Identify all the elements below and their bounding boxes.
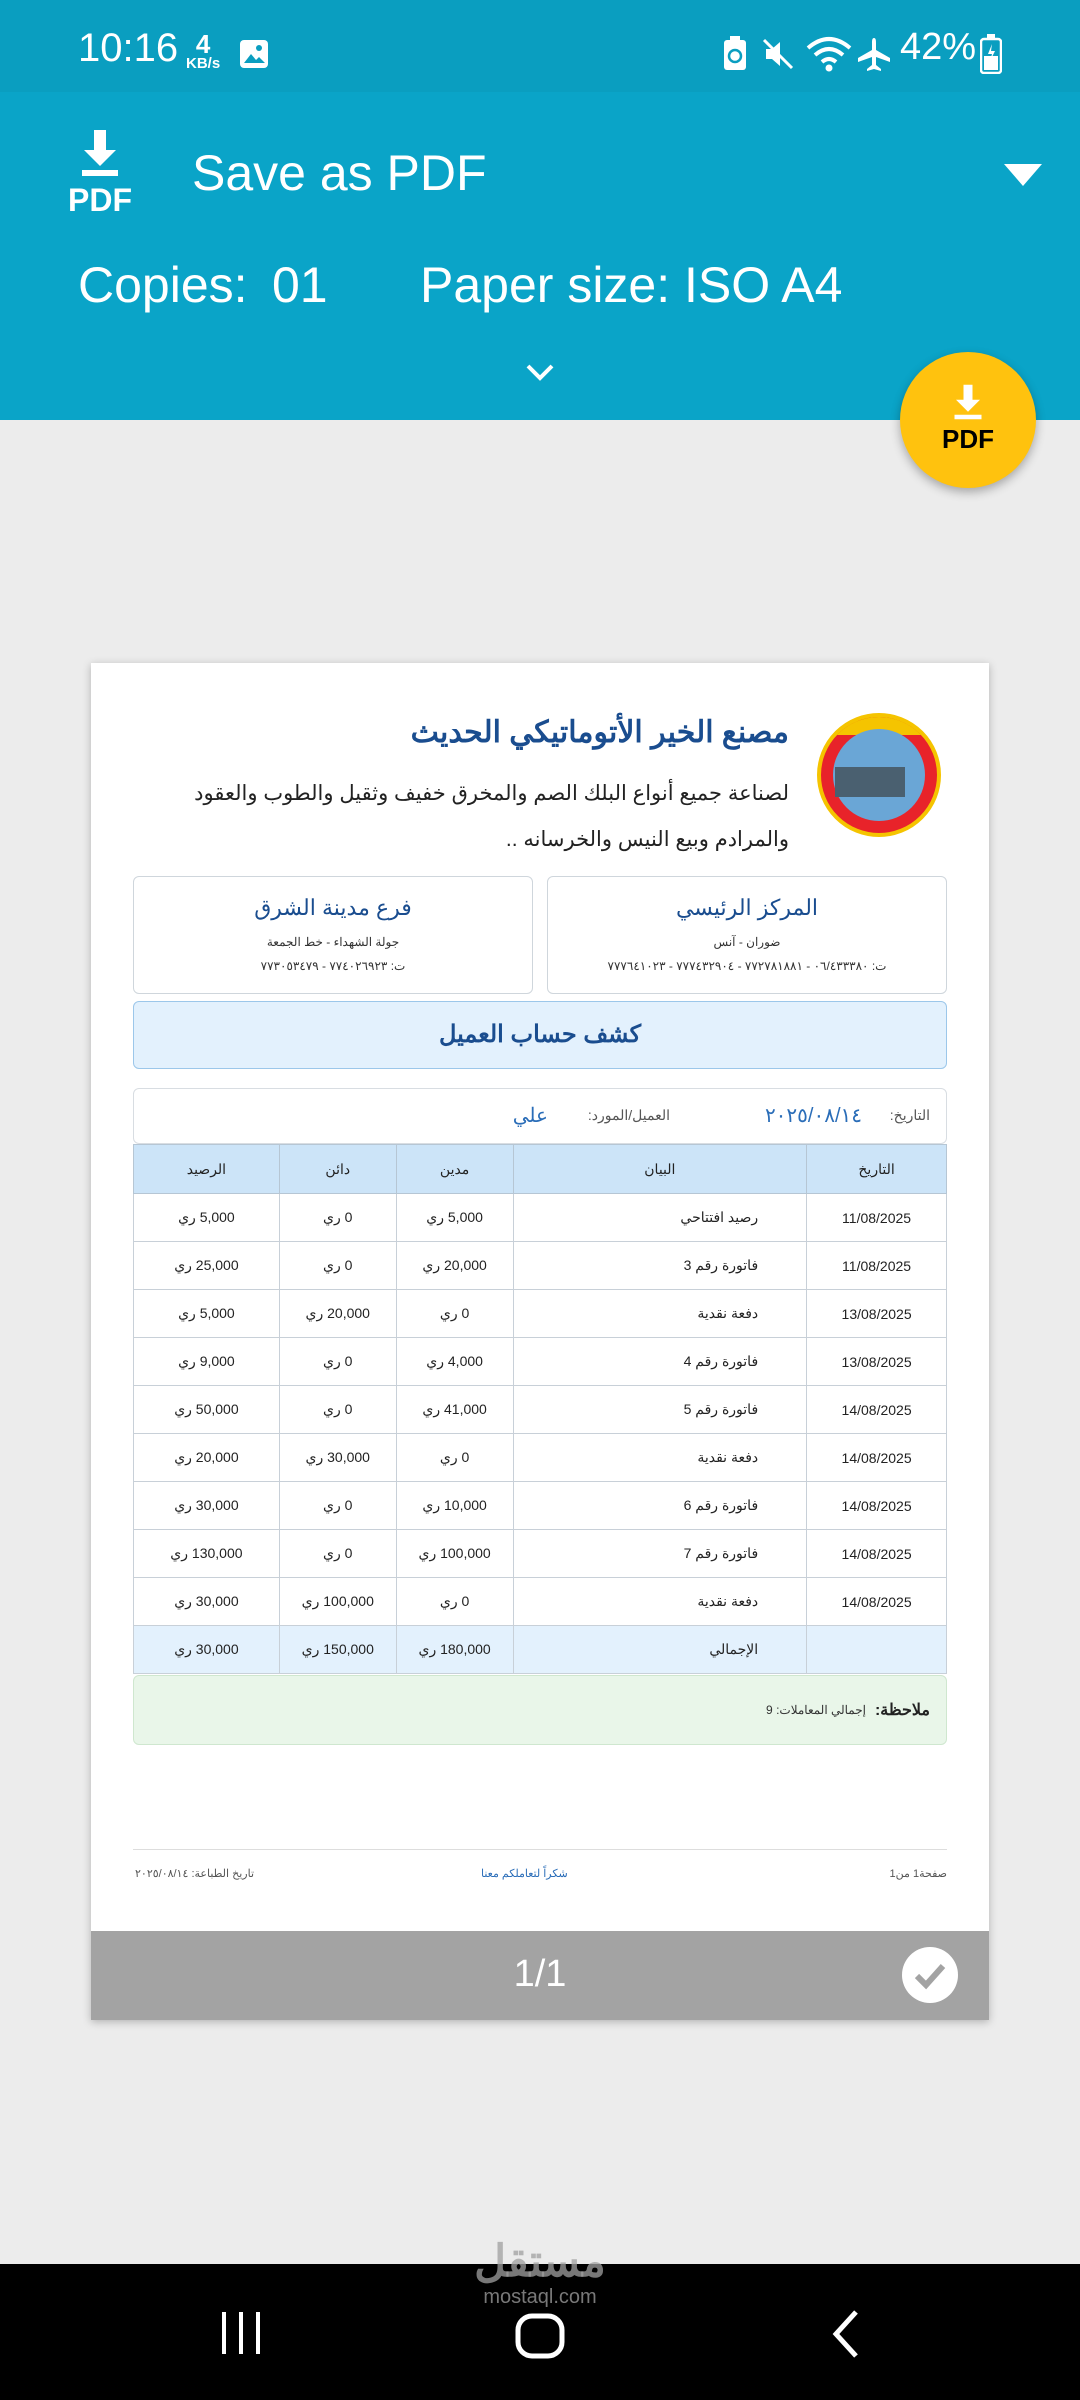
cell-desc: دفعة نقدية <box>513 1290 807 1338</box>
statement-title: كشف حساب العميل <box>133 1001 947 1069</box>
back-icon[interactable] <box>826 2308 866 2360</box>
footer-thanks: شكراً لتعاملكم معنا <box>481 1868 568 1880</box>
cell-desc: فاتورة رقم 3 <box>513 1242 807 1290</box>
customer-value: علي <box>512 1105 548 1127</box>
cell-balance: 30,000 ري <box>134 1578 280 1626</box>
cell-credit: 0 ري <box>279 1482 396 1530</box>
navigation-bar <box>0 2237 1080 2400</box>
cell-balance: 5,000 ري <box>134 1290 280 1338</box>
cell-debit: 5,000 ري <box>396 1194 513 1242</box>
cell-credit: 20,000 ري <box>279 1290 396 1338</box>
table-row <box>134 1386 947 1434</box>
cell-debit: 41,000 ري <box>396 1386 513 1434</box>
airplane-icon <box>856 36 892 72</box>
total-credit: 150,000 ري <box>279 1626 396 1674</box>
table-row <box>134 1338 947 1386</box>
page-selected-checkbox[interactable] <box>902 1947 958 2003</box>
ledger-table <box>133 1144 947 1674</box>
table-row <box>134 1482 947 1530</box>
home-icon[interactable] <box>514 2312 566 2360</box>
cell-date: 13/08/2025 <box>807 1338 947 1386</box>
battery-icon <box>980 34 1002 74</box>
date-label: التاريخ: <box>889 1107 930 1123</box>
cell-debit: 10,000 ري <box>396 1482 513 1530</box>
cell-credit: 0 ري <box>279 1194 396 1242</box>
page-bar <box>91 1931 989 2020</box>
table-row <box>134 1530 947 1578</box>
cell-credit: 0 ري <box>279 1242 396 1290</box>
company-logo <box>817 713 941 837</box>
paper-size-label: Paper size: <box>420 257 671 313</box>
fab-label: PDF <box>942 424 994 454</box>
cell-date: 14/08/2025 <box>807 1578 947 1626</box>
east-branch-box <box>133 876 533 994</box>
network-speed-unit: KB/s <box>186 55 221 72</box>
cell-balance: 25,000 ري <box>134 1242 280 1290</box>
pdf-icon-label: PDF <box>68 182 132 218</box>
footer-divider <box>133 1849 947 1850</box>
cell-desc: رصيد افتتاحي <box>513 1194 807 1242</box>
total-desc: الإجمالي <box>513 1626 807 1674</box>
download-pdf-button[interactable] <box>900 352 1036 488</box>
total-balance: 30,000 ري <box>134 1626 280 1674</box>
cell-credit: 30,000 ري <box>279 1434 396 1482</box>
footer-page-number: صفحة1 من1 <box>889 1868 947 1880</box>
chevron-down-icon[interactable] <box>522 354 558 390</box>
note-label: ملاحظة: <box>874 1702 930 1719</box>
cell-debit: 0 ري <box>396 1434 513 1482</box>
cell-desc: دفعة نقدية <box>513 1434 807 1482</box>
east-branch-phone: ت: ٧٧٤٠٢٦٩٢٣ - ٧٧٣٠٥٣٤٧٩ <box>260 959 406 973</box>
column-header: مدين <box>396 1145 513 1194</box>
table-row <box>134 1194 947 1242</box>
download-pdf-icon <box>938 384 998 454</box>
cell-balance: 130,000 ري <box>134 1530 280 1578</box>
copies-value[interactable]: 01 <box>272 257 328 313</box>
cell-credit: 0 ري <box>279 1386 396 1434</box>
print-options-header <box>0 92 1080 420</box>
main-branch-address: ضوران - آنس <box>713 935 781 949</box>
status-bar <box>0 0 1080 92</box>
cell-date: 11/08/2025 <box>807 1242 947 1290</box>
date-value: ٢٠٢٥/٠٨/١٤ <box>764 1105 862 1127</box>
footer-print-date: تاريخ الطباعة: ٢٠٢٥/٠٨/١٤ <box>135 1868 255 1880</box>
main-branch-phone: ت: ٠٦/٤٣٣٣٨٠ - ٧٧٢٧٨١٨٨١ - ٧٧٧٤٣٢٩٠٤ - ٧٧٧٦٤١٠٢٣ <box>607 959 887 973</box>
total-date <box>807 1626 947 1674</box>
paper-size-value[interactable]: ISO A4 <box>684 257 843 313</box>
cell-credit: 0 ري <box>279 1530 396 1578</box>
cell-balance: 9,000 ري <box>134 1338 280 1386</box>
printer-select[interactable]: Save as PDF <box>192 145 487 201</box>
statement-info-bar <box>133 1088 947 1144</box>
column-header: الرصيد <box>134 1145 280 1194</box>
note-value: إجمالي المعاملات: 9 <box>766 1703 866 1717</box>
cell-date: 11/08/2025 <box>807 1194 947 1242</box>
save-pdf-icon <box>60 130 140 220</box>
total-row <box>134 1626 947 1674</box>
watermark <box>470 2238 610 2309</box>
east-branch-title: فرع مدينة الشرق <box>254 895 412 920</box>
table-row <box>134 1290 947 1338</box>
customer-label: العميل/المورد: <box>587 1107 670 1123</box>
cell-credit: 0 ري <box>279 1338 396 1386</box>
check-icon <box>902 1947 958 2003</box>
table-row <box>134 1578 947 1626</box>
battery-saver-icon <box>722 36 748 72</box>
cell-debit: 0 ري <box>396 1578 513 1626</box>
column-header: دائن <box>279 1145 396 1194</box>
cell-date: 14/08/2025 <box>807 1434 947 1482</box>
cell-date: 14/08/2025 <box>807 1530 947 1578</box>
cell-debit: 0 ري <box>396 1290 513 1338</box>
cell-balance: 30,000 ري <box>134 1482 280 1530</box>
recent-apps-icon[interactable] <box>218 2310 264 2356</box>
wifi-icon <box>806 34 852 74</box>
cell-date: 14/08/2025 <box>807 1482 947 1530</box>
cell-debit: 4,000 ري <box>396 1338 513 1386</box>
mute-icon <box>760 36 796 72</box>
status-time: 10:16 <box>78 26 179 70</box>
page-indicator: 1/1 <box>513 1953 567 1995</box>
cell-desc: فاتورة رقم 6 <box>513 1482 807 1530</box>
table-row <box>134 1242 947 1290</box>
dropdown-arrow-icon[interactable] <box>1004 164 1042 186</box>
cell-debit: 100,000 ري <box>396 1530 513 1578</box>
cell-desc: فاتورة رقم 7 <box>513 1530 807 1578</box>
network-speed <box>186 29 221 74</box>
main-branch-title: المركز الرئيسي <box>675 895 819 920</box>
east-branch-address: جولة الشهداء - خط الجمعة <box>266 935 400 949</box>
cell-desc: فاتورة رقم 5 <box>513 1386 807 1434</box>
gallery-icon <box>238 38 270 70</box>
watermark-domain: mostaql.com <box>483 2286 597 2308</box>
cell-balance: 50,000 ري <box>134 1386 280 1434</box>
network-speed-value: 4 <box>195 29 211 59</box>
cell-date: 13/08/2025 <box>807 1290 947 1338</box>
cell-desc: دفعة نقدية <box>513 1578 807 1626</box>
watermark-brand: مستقل <box>474 2237 606 2286</box>
copies-label: Copies: <box>78 257 248 313</box>
table-row <box>134 1434 947 1482</box>
total-debit: 180,000 ري <box>396 1626 513 1674</box>
cell-desc: فاتورة رقم 4 <box>513 1338 807 1386</box>
cell-balance: 5,000 ري <box>134 1194 280 1242</box>
page-preview[interactable] <box>91 663 989 2020</box>
cell-debit: 20,000 ري <box>396 1242 513 1290</box>
cell-credit: 100,000 ري <box>279 1578 396 1626</box>
note-box <box>133 1675 947 1745</box>
column-header: البيان <box>513 1145 807 1194</box>
battery-percent: 42% <box>900 26 977 68</box>
table-header-row <box>134 1145 947 1194</box>
company-description: لصناعة جميع أنواع البلك الصم والمخرق خفيف وثقيل والطوب والعقود والمرادم وبيع النيس والخرسانه .. <box>194 782 789 851</box>
column-header: التاريخ <box>807 1145 947 1194</box>
cell-balance: 20,000 ري <box>134 1434 280 1482</box>
cell-date: 14/08/2025 <box>807 1386 947 1434</box>
main-branch-box <box>547 876 947 994</box>
company-name: مصنع الخير الأتوماتيكي الحديث <box>410 716 789 749</box>
